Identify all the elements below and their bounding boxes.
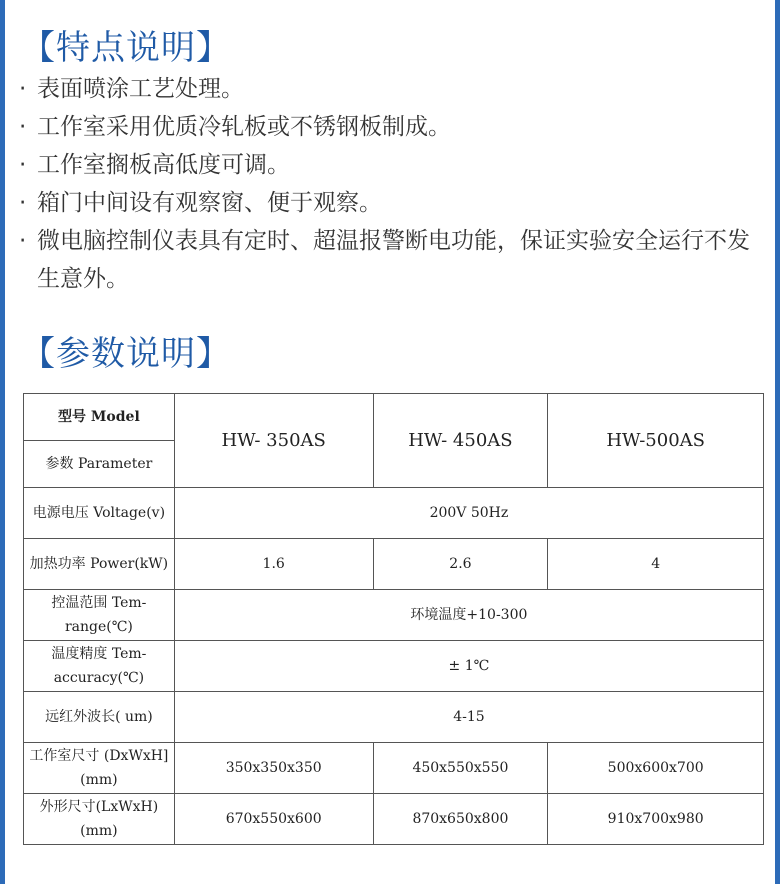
row-label: 工作室尺寸 (DxWxH] (mm) [24,743,175,794]
row-label: 加热功率 Power(kW) [24,539,175,590]
feature-item: · 工作室搁板高低度可调。 [19,152,290,178]
table-row [24,743,764,794]
table-cell: 910x700x980 [548,794,764,845]
feature-item: · 箱门中间设有观察窗、便于观察。 [19,190,382,216]
row-label: 温度精度 Tem-accuracy(℃) [24,641,175,692]
table-cell: 4 [548,539,764,590]
table-cell: 4-15 [174,692,763,743]
table-row [24,641,764,692]
feature-item: · 微电脑控制仪表具有定时、超温报警断电功能，保证实验安全运行不发生意外。 [19,228,750,292]
table-row [24,692,764,743]
table-row [24,794,764,845]
table-cell: 450x550x550 [373,743,548,794]
table-cell: 870x650x800 [373,794,548,845]
model-cell: HW-500AS [548,394,764,488]
table-cell: 350x350x350 [174,743,373,794]
page [5,0,775,884]
table-row [24,539,764,590]
row-label: 控温范围 Tem-range(℃) [24,590,175,641]
table-cell: 环境温度+10-300 [174,590,763,641]
feature-item: · 工作室采用优质冷轧板或不锈钢板制成。 [19,114,451,140]
table-cell: 670x550x600 [174,794,373,845]
row-label: 电源电压 Voltage(v) [24,488,175,539]
table-cell: ± 1℃ [174,641,763,692]
header-model-cell: 型号 Model [24,394,175,441]
table-cell: 200V 50Hz [174,488,763,539]
row-label: 远红外波长( um) [24,692,175,743]
table-cell: 1.6 [174,539,373,590]
feature-list [17,70,757,298]
model-cell: HW- 350AS [174,394,373,488]
feature-item: · 表面喷涂工艺处理。 [19,76,244,102]
model-cell: HW- 450AS [373,394,548,488]
parameter-table [23,393,764,845]
table-cell: 2.6 [373,539,548,590]
features-heading: 【特点说明】 [21,28,231,68]
row-label: 外形尺寸(LxWxH) (mm) [24,794,175,845]
table-row [24,590,764,641]
table-cell: 500x600x700 [548,743,764,794]
table-row [24,488,764,539]
header-param-cell: 参数 Parameter [24,441,175,488]
params-heading: 【参数说明】 [21,334,231,374]
